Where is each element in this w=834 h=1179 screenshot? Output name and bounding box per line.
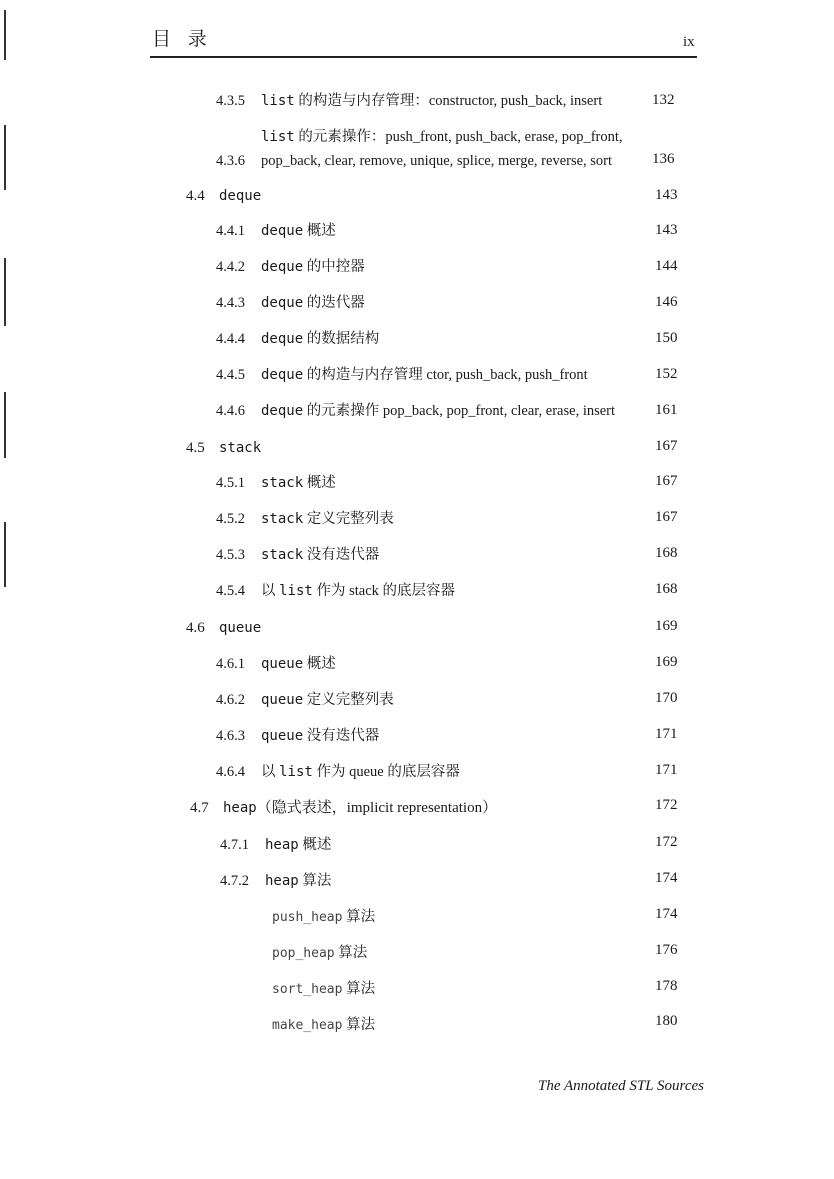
toc-entry-code: heap [265, 837, 299, 853]
toc-entry-text: 的元素操作：push_front, push_back, erase, pop_front, [294, 129, 623, 145]
toc-entry-number: 4.4.2 [216, 259, 245, 275]
toc-entry-text: 的构造与内存管理：constructor, push_back, insert [294, 93, 603, 109]
toc-entry-number: 4.7.2 [220, 873, 249, 889]
toc-entry-text: 算法 [298, 873, 332, 889]
toc-entry-number: 4.5.1 [216, 475, 245, 491]
toc-entry[interactable] [220, 835, 331, 855]
toc-entry-number: 4.4.4 [216, 331, 245, 347]
toc-entry-title [261, 293, 365, 313]
toc-entry-title [261, 726, 379, 746]
toc-entry-page: 170 [655, 690, 678, 706]
toc-entry-text: 的数据结构 [303, 331, 380, 347]
toc-entry-page: 171 [655, 726, 678, 742]
toc-entry-title [261, 329, 379, 349]
toc-entry-page: 143 [655, 222, 678, 238]
toc-entry-title [261, 654, 336, 674]
toc-entry-number: 4.4.5 [216, 367, 245, 383]
toc-entry-page: 167 [655, 438, 678, 454]
toc-entry-page: 132 [652, 92, 675, 108]
toc-entry-text: 概述 [303, 223, 336, 239]
toc-entry-page: 150 [655, 330, 678, 346]
toc-entry-text: 算法 [342, 1017, 376, 1033]
toc-entry-title [261, 91, 602, 111]
toc-entry-title [261, 221, 336, 241]
toc-entry[interactable] [190, 798, 497, 818]
toc-entry[interactable] [216, 401, 615, 421]
toc-entry-code: heap [265, 873, 299, 889]
toc-entry-text: 作为 queue 的底层容器 [312, 764, 460, 780]
toc-entry-page: 174 [655, 870, 678, 886]
toc-entry-title [272, 907, 375, 928]
toc-entry-text: 的构造与内存管理 ctor, push_back, push_front [303, 367, 588, 383]
toc-entry-code: list [261, 93, 295, 109]
toc-entry-code: queue [219, 620, 262, 636]
toc-entry[interactable] [216, 473, 336, 493]
toc-entry[interactable] [216, 581, 455, 601]
toc-entry-page: 144 [655, 258, 678, 274]
toc-entry-page: 172 [655, 834, 678, 850]
toc-entry-page: 161 [655, 402, 678, 418]
toc-entry[interactable] [216, 257, 365, 277]
toc-entry-page: 136 [652, 151, 675, 167]
toc-entry-text: 定义完整列表 [303, 511, 394, 527]
toc-entry-page: 152 [655, 366, 678, 382]
toc-entry[interactable] [216, 654, 336, 674]
toc-entry-code: queue [261, 692, 304, 708]
toc-entry-page: 143 [655, 187, 678, 203]
toc-entry[interactable] [216, 545, 379, 565]
toc-entry-page: 180 [655, 1013, 678, 1029]
toc-entry[interactable] [272, 907, 375, 928]
toc-entry-page: 174 [655, 906, 678, 922]
toc-entry-code: deque [261, 223, 304, 239]
toc-entry-code: pop_heap [272, 946, 335, 961]
toc-entry-text: 算法 [334, 945, 368, 961]
toc-entry-text: 的中控器 [303, 259, 365, 275]
toc-entry-number: 4.3.5 [216, 93, 245, 109]
toc-entry-number: 4.5.2 [216, 511, 245, 527]
toc-entry-code: stack [219, 440, 262, 456]
toc-entry-text: 没有迭代器 [303, 547, 380, 563]
toc-entry-page: 178 [655, 978, 678, 994]
toc-entry-text-continued: pop_back, clear, remove, unique, splice, merge, reverse, sort [261, 153, 613, 169]
toc-entry-code: deque [261, 259, 304, 275]
running-header-title: 目 录 [152, 29, 213, 50]
toc-entry-title [261, 690, 394, 710]
toc-entry[interactable] [216, 365, 588, 385]
toc-entry-title [261, 365, 588, 385]
toc-entry-title [219, 618, 261, 638]
toc-entry-number: 4.4.3 [216, 295, 245, 311]
toc-entry-title [261, 545, 379, 565]
toc-entry-text: 算法 [342, 909, 376, 925]
toc-entry[interactable] [216, 726, 379, 746]
toc-entry-title [272, 943, 367, 964]
toc-entry-code: queue [261, 656, 304, 672]
toc-entry-text: 的元素操作 pop_back, pop_front, clear, erase, insert [303, 403, 616, 419]
toc-entry-title [223, 798, 497, 818]
toc-entry-text: 概述 [298, 837, 332, 853]
toc-entry-number: 4.5 [186, 440, 205, 456]
toc-entry[interactable] [216, 509, 394, 529]
toc-entry-code: list [279, 764, 313, 780]
toc-entry-code: sort_heap [272, 982, 343, 997]
toc-entry-page: 168 [655, 581, 678, 597]
toc-entry-title [261, 581, 455, 601]
toc-entry-number: 4.5.4 [216, 583, 245, 599]
toc-entry-code: make_heap [272, 1018, 343, 1033]
toc-entry-number: 4.6.1 [216, 656, 245, 672]
toc-entry-number: 4.4 [186, 188, 205, 204]
running-header-page-number: ix [683, 34, 695, 50]
toc-entry-number: 4.6.2 [216, 692, 245, 708]
toc-entry-code: deque [261, 367, 304, 383]
toc-entry-text: 算法 [342, 981, 376, 997]
toc-entry-number: 4.7 [190, 800, 209, 816]
toc-entry-prefix: 以 [261, 764, 280, 780]
toc-entry[interactable] [272, 943, 367, 964]
toc-entry-page: 146 [655, 294, 678, 310]
toc-entry-title [261, 762, 460, 782]
toc-entry-number: 4.7.1 [220, 837, 249, 853]
toc-entry[interactable] [272, 1015, 375, 1036]
toc-entry[interactable] [216, 221, 336, 241]
toc-entry-title [219, 438, 261, 458]
toc-entry-text: 作为 stack 的底层容器 [312, 583, 456, 599]
toc-entry-text: 概述 [303, 656, 336, 672]
toc-entry-title [261, 473, 336, 493]
toc-entry[interactable] [216, 762, 460, 782]
toc-entry-code: deque [261, 295, 304, 311]
toc-entry[interactable] [186, 618, 261, 638]
toc-entry-code: heap [223, 800, 257, 816]
toc-entry-code: list [279, 583, 313, 599]
toc-entry-number: 4.4.6 [216, 403, 245, 419]
toc-entry-text: 概述 [303, 475, 336, 491]
toc-entry-title [261, 401, 615, 421]
toc-entry-code: deque [219, 188, 262, 204]
toc-entry-code: queue [261, 728, 304, 744]
toc-entry[interactable] [216, 91, 602, 111]
toc-entry-title [261, 509, 394, 529]
toc-entry-prefix: 以 [261, 583, 280, 599]
toc-entry-number: 4.6 [186, 620, 205, 636]
toc-entry-code: stack [261, 547, 304, 563]
toc-entry[interactable] [216, 293, 365, 313]
toc-entry-text: 的迭代器 [303, 295, 365, 311]
toc-entry[interactable] [216, 329, 379, 349]
toc-entry-title [265, 871, 331, 891]
toc-entry-page: 167 [655, 509, 678, 525]
toc-entry-text: 定义完整列表 [303, 692, 394, 708]
toc-entry[interactable] [272, 979, 375, 1000]
toc-entry-number: 4.3.6 [216, 153, 245, 169]
toc-entry[interactable] [216, 127, 623, 171]
toc-entry-page: 171 [655, 762, 678, 778]
toc-entry[interactable] [220, 871, 331, 891]
toc-entry-number: 4.6.3 [216, 728, 245, 744]
toc-entry-number: 4.6.4 [216, 764, 245, 780]
toc-entry-code: stack [261, 511, 304, 527]
toc-entry-text: （隐式表述，implicit representation） [256, 800, 498, 816]
toc-entry-title [272, 1015, 375, 1036]
toc-entry-title [261, 127, 623, 171]
toc-entry[interactable] [216, 690, 394, 710]
toc-entry-number: 4.4.1 [216, 223, 245, 239]
toc-entry-title [261, 257, 365, 277]
toc-entry-page: 176 [655, 942, 678, 958]
toc-entry-page: 172 [655, 797, 678, 813]
toc-entry-title [265, 835, 331, 855]
toc-entry[interactable] [186, 438, 261, 458]
running-footer: The Annotated STL Sources [538, 1078, 704, 1094]
toc-entry-page: 169 [655, 654, 678, 670]
toc-entry-code: push_heap [272, 910, 343, 925]
toc-entry-title [219, 186, 261, 206]
toc-entry-title [272, 979, 375, 1000]
toc-entry-code: deque [261, 403, 304, 419]
toc-entry-page: 167 [655, 473, 678, 489]
toc-entry-code: stack [261, 475, 304, 491]
toc-entry-number: 4.5.3 [216, 547, 245, 563]
toc-entry-code: deque [261, 331, 304, 347]
toc-entry-text: 没有迭代器 [303, 728, 380, 744]
toc-entry-page: 168 [655, 545, 678, 561]
toc-entry[interactable] [186, 186, 261, 206]
toc-entry-page: 169 [655, 618, 678, 634]
toc-entry-code: list [261, 129, 295, 145]
